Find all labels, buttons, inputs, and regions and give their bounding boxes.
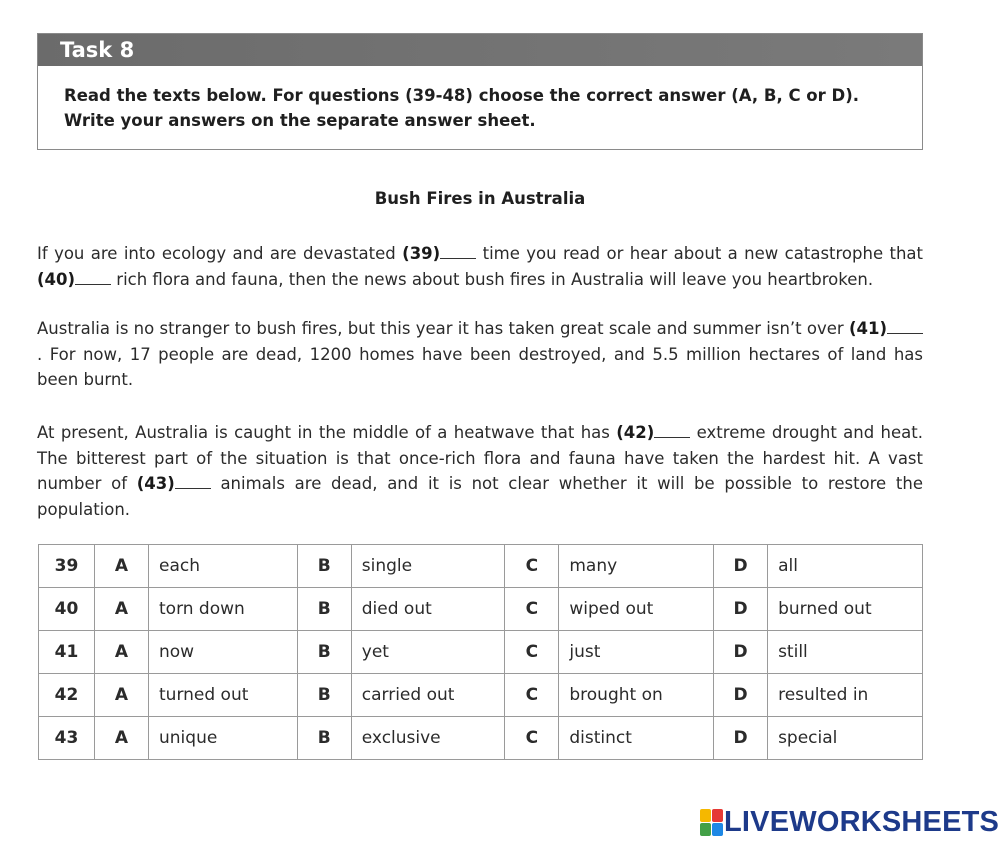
text-segment: Australia is no stranger to bush fires, but this year it has taken great scale and summer isn’t over <box>37 319 849 338</box>
option-c[interactable]: distinct <box>559 717 714 760</box>
option-letter: D <box>714 545 768 588</box>
text-segment: extreme drought and heat. The bitterest part of the situation is that once-rich flora and fauna have taken the hardest hit. A vast number of <box>37 423 923 493</box>
option-letter: B <box>297 588 351 631</box>
paragraph-3 <box>37 420 923 522</box>
question-marker-42: (42) <box>616 423 655 442</box>
option-a[interactable]: now <box>149 631 298 674</box>
liveworksheets-logo[interactable] <box>700 807 999 837</box>
question-marker-43: (43) <box>136 474 175 493</box>
table-row <box>39 717 923 760</box>
option-b[interactable]: exclusive <box>351 717 505 760</box>
option-b[interactable]: single <box>351 545 505 588</box>
option-letter: B <box>297 674 351 717</box>
option-d[interactable]: special <box>768 717 923 760</box>
option-a[interactable]: each <box>149 545 298 588</box>
question-marker-41: (41) <box>848 319 887 338</box>
text-segment: rich flora and fauna, then the news about bush fires in Australia will leave you heartbroken. <box>111 269 874 289</box>
answer-blank-39[interactable] <box>440 244 476 259</box>
option-letter: C <box>505 631 559 674</box>
option-letter: A <box>95 588 149 631</box>
answer-blank-41[interactable] <box>887 319 923 334</box>
option-a[interactable]: torn down <box>149 588 298 631</box>
answer-blank-42[interactable] <box>654 423 690 438</box>
option-letter: C <box>505 674 559 717</box>
option-letter: D <box>714 631 768 674</box>
option-c[interactable]: wiped out <box>559 588 714 631</box>
option-a[interactable]: turned out <box>149 674 298 717</box>
option-letter: B <box>297 717 351 760</box>
table-row <box>39 588 923 631</box>
question-number: 39 <box>39 545 95 588</box>
option-letter: D <box>714 674 768 717</box>
option-letter: A <box>95 674 149 717</box>
option-d[interactable]: burned out <box>768 588 923 631</box>
article-title: Bush Fires in Australia <box>374 189 586 208</box>
logo-icon <box>700 809 722 835</box>
option-letter: B <box>297 545 351 588</box>
task-box <box>37 33 923 150</box>
task-instructions: Read the texts below. For questions (39-48) choose the correct answer (A, B, C or D). Write your answers on the separate answer sheet. <box>64 86 860 130</box>
table-row <box>39 631 923 674</box>
question-marker-39: (39) <box>402 244 441 263</box>
option-b[interactable]: died out <box>351 588 505 631</box>
option-letter: C <box>505 717 559 760</box>
logo-text: LIVEWORKSHEETS <box>724 805 1000 838</box>
table-row <box>39 545 923 588</box>
answer-blank-40[interactable] <box>75 270 111 285</box>
option-d[interactable]: all <box>768 545 923 588</box>
question-marker-40: (40) <box>37 269 76 289</box>
paragraph-1 <box>37 241 923 292</box>
option-b[interactable]: carried out <box>351 674 505 717</box>
task-title: Task 8 <box>38 34 922 66</box>
paragraph-2 <box>37 316 923 393</box>
question-number: 41 <box>39 631 95 674</box>
table-row <box>39 674 923 717</box>
answer-blank-43[interactable] <box>175 474 211 489</box>
text-segment: If you are into ecology and are devastated <box>37 244 403 263</box>
option-letter: A <box>95 631 149 674</box>
question-number: 40 <box>39 588 95 631</box>
text-segment: animals are dead, and it is not clear whether it will be possible to restore the population. <box>37 474 923 519</box>
option-d[interactable]: resulted in <box>768 674 923 717</box>
option-a[interactable]: unique <box>149 717 298 760</box>
text-segment: At present, Australia is caught in the middle of a heatwave that has <box>37 423 617 442</box>
options-table <box>38 544 923 760</box>
option-letter: C <box>505 545 559 588</box>
option-c[interactable]: many <box>559 545 714 588</box>
option-letter: A <box>95 545 149 588</box>
question-number: 42 <box>39 674 95 717</box>
option-letter: A <box>95 717 149 760</box>
option-c[interactable]: brought on <box>559 674 714 717</box>
option-letter: C <box>505 588 559 631</box>
option-letter: D <box>714 588 768 631</box>
question-number: 43 <box>39 717 95 760</box>
text-segment: . For now, 17 people are dead, 1200 homes have been destroyed, and 5.5 million hectares of land has been burnt. <box>37 344 923 389</box>
option-d[interactable]: still <box>768 631 923 674</box>
option-c[interactable]: just <box>559 631 714 674</box>
option-letter: D <box>714 717 768 760</box>
option-b[interactable]: yet <box>351 631 505 674</box>
text-segment: time you read or hear about a new catastrophe that <box>476 244 924 263</box>
option-letter: B <box>297 631 351 674</box>
